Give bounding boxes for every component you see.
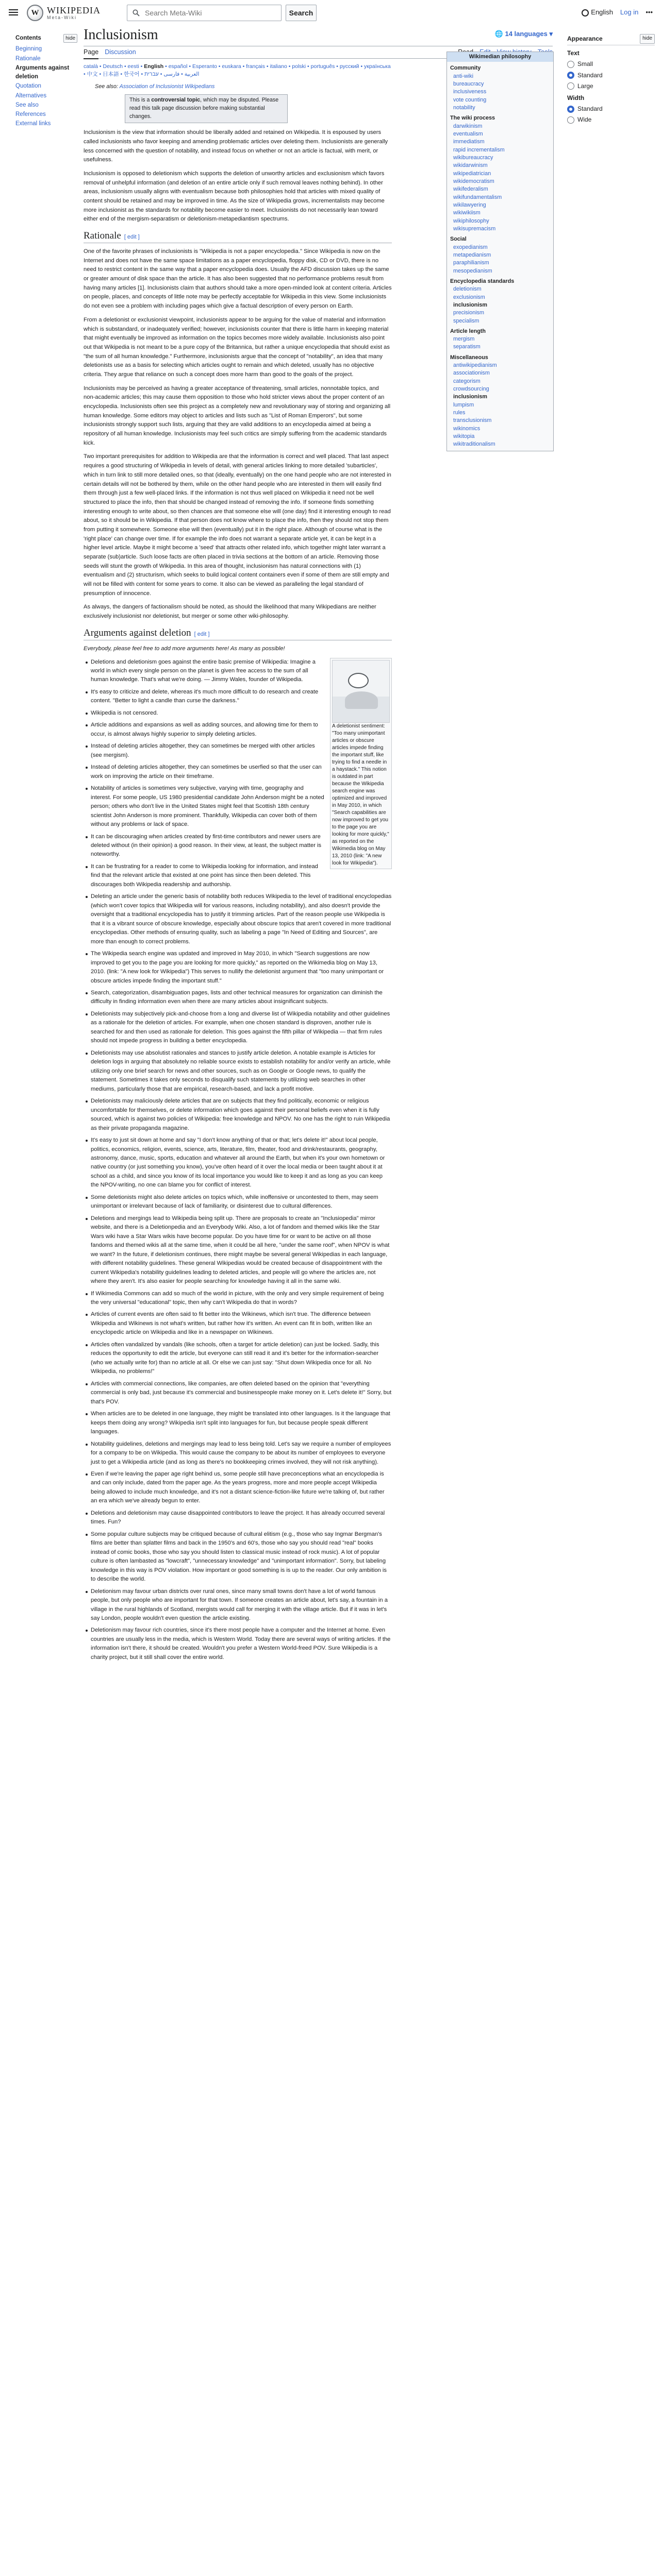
title-bar [84, 26, 553, 46]
hatnote-link[interactable]: Association of Inclusionist Wikipedians [119, 83, 215, 90]
navbox-item[interactable]: transclusionism [453, 417, 492, 424]
list-item: Deletionists may use absolutist rationales and stances to justify article deletion. A notable example is Articles for deletion logs in arguing that absolutely no reliable source exists to establish notability for and/or verify an article, while utilizing only one brief search for news and other sources, such as on Google or Google news, to qualify the statement. Sometimes it takes only seconds to disqualify such statements by utilizing web searches in other mediums, particularly those that are empirical, research-based, and lack a profit motive. [91, 1049, 392, 1094]
navbox-item[interactable]: exclusionism [453, 294, 485, 300]
section-heading-rationale: Rationale [ edit ] [84, 230, 392, 243]
list-item: Deletionism may favour rich countries, since it's there most people have a computer and the Internet at home. Even countries are usually less in the media, which is Western World. Today there are several ways of writing articles. If the information isn't there, it should be created. Wouldn't you prefer a Western World-freed POV. Sure Wikipedia is a charity project, but it still shall cover the entire world. [91, 1626, 392, 1662]
navbox-item[interactable]: exopedianism [453, 244, 488, 250]
list-item: It's easy to criticize and delete, whereas it's much more difficult to do research and create content. "Better to light a candle than curse the darkness." [91, 688, 392, 706]
article-body [84, 63, 392, 1665]
width-standard[interactable]: Standard [567, 104, 655, 114]
rationale-paragraph: One of the favorite phrases of inclusionists is "Wikipedia is not a paper encyclopedia." Since Wikipedia is now on the Internet and does not have the same space limitations as a paper encyclopedia, floppy disk, CD or DVD, there is no need to restrict content in the same way that a paper encyclopedia does. Usually the AFD discussion takes up the same or greater amount of disk space than the article. It has also been suggested that no performance problems result from having many articles [1]. Inclusionists claim that authors should take a more open-minded look at content criteria. Articles on people, places, and concepts of little note may be perfectly acceptable for Wikipedia in this view. Some inclusionists do not even see a problem with including pages which give a factual description of every person on Earth. [84, 248, 392, 310]
language-link[interactable]: English [582, 7, 613, 18]
rationale-paragraph: From a deletionist or exclusionist viewpoint, inclusionists appear to be arguing for the value of material and information which is substandard, or inadequately verified; however, inclusionists counter that there is little harm in keeping material that might eventually be improved as information on the topics becomes more widely available. Inclusionists also point out that Wikipedia is not meant to be a pure copy of the Britannica, but rather a unique encyclopedia that should exist as "the sum of all human knowledge." Furthermore, inclusionists argue that the concept of "notability", an idea that many deletionists use as a basis for selecting which articles ought to remain and which deleted, usually has no objective criteria. They argue that reliance on such a concept does more harm than good to the goals of the project. [84, 316, 390, 378]
site-logo[interactable] [27, 5, 101, 21]
appearance-panel [567, 34, 655, 126]
navbox-item[interactable]: precisionism [453, 310, 484, 316]
tab-discussion[interactable]: Discussion [105, 48, 136, 56]
navbox-item[interactable]: wikibureaucracy [453, 154, 493, 161]
intro-paragraph: Inclusionism is opposed to deletionism which supports the deletion of unworthy articles and exclusionism which favors removal of unhelpful information (and deletion of an entire article only if such removal leaves nothing behind). In other areas, inclusionism usually aligns with eventualism because both philosophies hold that articles with mixed quality of content should be retained and may be improved in time. As the size of Wikipedia grows, incrementalists may become more inclusionist as the standards for notability become easier to meet. Inclusionists do not necessarily lean toward either end of the mergism-separatism or deletionism-metapediantism spectrums. [84, 170, 385, 223]
list-item: Articles with commercial connections, like companies, are often deleted based on the opinion that "everything commercial is only bad, just because it's commercial and businesspeople make money on it. Let's delete it!" Sorry, but that's POV. [91, 1380, 392, 1406]
navbox-item[interactable]: lumpism [453, 401, 474, 408]
toc-item-external-links[interactable]: External links [15, 121, 51, 127]
navbox-section-heading: Article length [450, 328, 486, 334]
list-item: If Wikimedia Commons can add so much of the world in picture, with the only and very simple requirement of being the very universal "educational" topic, then why can't Wikipedia do that in words? [91, 1290, 392, 1308]
list-item: Deletions and deletionism goes against the entire basic premise of Wikipedia: Imagine a world in which every single person on the planet is given free access to the sum of all human knowledge. That's what we're doing. — Jimmy Wales, founder of Wikipedia. [91, 658, 392, 685]
navbox-item[interactable]: immediatism [453, 139, 485, 145]
navbox-section-heading: Social [450, 236, 467, 243]
width-wide[interactable]: Wide [567, 115, 655, 125]
list-item: Deletionists may maliciously delete articles that are on subjects that they find politically, economic or religious uncomfortable for themselves, or delete information which goes against their personal beliefs even when it is fully sourced, which is against two policies of Wikipedia: free knowledge and NPOV. No one has the right to ruin Wikipedia as their private propaganda magazine. [91, 1097, 392, 1133]
section-heading-arguments: Arguments against deletion [ edit ] [84, 628, 392, 640]
navbox-item[interactable]: wikinomics [453, 425, 481, 432]
radio-icon [567, 82, 574, 90]
text-size-large[interactable]: Large [567, 81, 655, 91]
navbox-item[interactable]: wikifundamentalism [453, 194, 502, 200]
navbox-section-heading: Miscellaneous [450, 354, 488, 361]
logo-title: WIKIPEDIA [47, 5, 101, 15]
radio-icon [567, 116, 574, 124]
language-bar[interactable]: català • Deutsch • eesti • English • español • Esperanto • euskara • français • italiano • polski • português • русский • українська • 中文 • 日本語 • 한국어 • العربية • فارسی • עברית [84, 63, 391, 78]
text-size-small[interactable]: Small [567, 59, 655, 69]
toc-item-references[interactable]: References [15, 111, 46, 117]
section-note: Everybody, please feel free to add more arguments here! As many as possible! [84, 645, 285, 652]
language-icon [582, 9, 589, 16]
list-item: Some popular culture subjects may be critiqued because of cultural elitism (e.g., those who say Ingmar Bergman's films are better than splatter films and back in the 1950's and 60's, those who say you should read "real" books instead of comic books, those who say you should listen to classical music instead of rock music). A lot of popular culture is often lambasted as "lowcraft", "unnecessary knowledge" and "unimportant information". Sorry, but labeling knowledge in this way is POV violation. How important or good something is is up to the reader. Our only ambition is to describe the world. [91, 1530, 392, 1584]
navbox-item[interactable]: mesopedianism [453, 267, 492, 274]
intro-paragraph: Inclusionism is the view that information should be liberally added and retained on Wikipedia. It is espoused by users called inclusionists who favor keeping and amending problematic articles over deleting them. Inclusionists are generally less concerned with the question of notability, and instead focus on whether or not an article is factual, with merit, or usefulness. [84, 129, 388, 163]
navbox-item[interactable]: specialism [453, 317, 479, 324]
navbox-item[interactable]: wikitopia [453, 433, 475, 440]
rationale-paragraph: Two important prerequisites for addition to Wikipedia are that the information is correct and well placed. That last aspect requires a good structuring of Wikipedia in levels of detail, with general articles linking to more detailed 'subarticles', which in turn link to still more detailed ones, so that (ideally, eventually) on the one hand people who are not interested in certain details will not be bothered by them, while on the other hand people who are interested in them will easily find them through just a few well-placed links. If the information is not thus well placed on Wikipedia it need not be well structured to place the info, then that should be changed instead of removing the info. If someone finds something interesting enough to write about, so then chances are that someone else will (one day) find it interesting enough to read about, so it should be in Wikipedia. If that person does not know where to place the info, then they should not stop them from putting it somewhere. Someone else will then (eventually) put it in the right place. Although of course what is the 'right place' can change over time. If for example the info does not warrant a separate article yet, it can be kept in a higher level article. Maybe it might become a 'seed' that attracts other related info, which together might later warrant a separate (sub)article. Such loose facts are often placed in trivia sections at the bottom of an article. Removing those seeds will stunt the growth of Wikipedia. In this area of thought, inclusionism has natural connections with (1) eventualism and (2) structurism, which seeks to build logical content containers even if some of them are still empty and will not be filled with content for some years to come. It also can be viewed as paralleling the legal standard of presumption of innocence. [84, 453, 391, 597]
navbox-title[interactable]: Wikimedian philosophy [447, 52, 553, 62]
toc-item-arguments-against-deletion[interactable]: Arguments against deletion [15, 64, 70, 80]
toc-item-rationale[interactable]: Rationale [15, 55, 41, 62]
arguments-list [84, 658, 392, 1663]
navbox-item[interactable]: wikipediatrician [453, 170, 491, 177]
list-item: Some deletionists might also delete articles on topics which, while inoffensive or uncontested to them, may seem unimportant or irrelevant because of lack of familiarity, or disinterest due to cultural differences. [91, 1193, 392, 1211]
navbox-item[interactable]: inclusionism [453, 394, 487, 400]
list-item: Articles often vandalized by vandals (like schools, often a target for article deletion) can just be locked. Sadly, this reduces the opportunity to edit the article, but everyone can still read it and it's better for the information-searcher (who we actually write for) than no article at all. Or else we can just say: "Shut down Wikipedia once for all. No Wikipedia, no problems!" [91, 1341, 392, 1377]
list-item: Deletions and deletionism may cause disappointed contributors to leave the project. It has already occurred several times. Fun? [91, 1509, 392, 1527]
navbox-item[interactable]: wikitraditionalism [453, 441, 495, 448]
navbox-item[interactable]: bureaucracy [453, 80, 484, 87]
navbox-item[interactable]: wikiwikiism [453, 210, 481, 216]
list-item: It can be discouraging when articles created by first-time contributors and newer users are deleted without (in their opinion) a good reason. In their view, at least, the subject matter is noteworthy. [91, 833, 392, 859]
main-menu-icon[interactable] [7, 6, 20, 19]
navbox-item[interactable]: crowdsourcing [453, 386, 489, 393]
more-menu-icon[interactable]: ••• [646, 8, 653, 16]
navbox-item[interactable]: wikidemocratism [453, 178, 494, 184]
navbox-item[interactable]: wikidarwinism [453, 162, 488, 169]
navbox-item[interactable]: wikisupremacism [453, 225, 496, 232]
list-item: Search, categorization, disambiguation pages, lists and other technical measures for organization can diminish the difficulty in finding information even when there are many articles about insignificant subjects. [91, 989, 392, 1007]
site-header [0, 0, 662, 26]
navbox-section-heading: Community [450, 65, 481, 72]
navbox-item[interactable]: mergism [453, 336, 475, 343]
radio-icon [567, 106, 574, 113]
text-size-standard[interactable]: Standard [567, 71, 655, 80]
rationale-paragraph: As always, the dangers of factionalism should be noted, as should the likelihood that many Wikipedians are neither exclusively inclusionist nor deletionist, but merger or some other wiki-philosophy. [84, 604, 376, 620]
search-button[interactable]: Search [286, 5, 317, 21]
page-title: Inclusionism [84, 27, 158, 43]
navbox-item[interactable]: anti-wiki [453, 73, 473, 79]
list-item: Wikipedia is not censored. [91, 709, 392, 718]
sidebar-right [446, 52, 554, 451]
list-item: Deletionists may subjectively pick-and-choose from a long and diverse list of Wikipedia notability and other guidelines as a rationale for the deletion of articles. For example, when one chosen standard is disproven, another rule is searched for and then used as rationale for deletion. This goes against the fifth pillar of Wikipedia — that firm rules should not impede progress in building a better encyclopedia. [91, 1010, 392, 1046]
navbox-section-heading: Encyclopedia standards [450, 278, 515, 284]
list-item: Article additions and expansions as well as adding sources, and allowing time for them to occur, is almost always highly superior to simply deleting articles. [91, 721, 392, 739]
toc-item-beginning[interactable]: Beginning [15, 46, 42, 53]
toc-hide-button[interactable]: hide [63, 34, 77, 43]
languages-button[interactable]: 🌐 14 languages ▾ [494, 30, 553, 38]
width-label: Width [567, 94, 585, 101]
text-size-label: Text [567, 49, 580, 57]
toc-item-alternatives[interactable]: Alternatives [15, 92, 47, 99]
navbox-item[interactable]: wikilawyering [453, 201, 486, 208]
navbox-item[interactable]: rapid incrementalism [453, 146, 505, 153]
navbox-item[interactable]: wikifederalism [453, 186, 488, 193]
edit-section-link[interactable]: [ edit ] [124, 234, 140, 241]
list-item: Deletionism may favour urban districts over rural ones, since many small towns don't have a lot of world famous people, but only people who are important for that town. If someone creates an article about, let's say, a fountain in a village in the rural highlands of Scotland, mergists would call for merging it with the village article. But if it was in let's say London, people wouldn't even question the article existing. [91, 1587, 392, 1623]
list-item: Articles of current events are often said to fit better into the Wikinews, which isn't true. The difference between Wikipedia and Wikinews is not what's written, but rather how it's written. An event can fit in both, written like an encyclopedic article on Wikipedia and like in a newspaper on Wikinews. [91, 1310, 392, 1337]
radio-icon [567, 72, 574, 79]
login-link[interactable]: Log in [620, 8, 639, 16]
search-icon [133, 9, 140, 16]
rationale-paragraph: Inclusionists may be perceived as having a greater acceptance of threatening, small articles, nonnotable topics, and non-academic articles; this may cause them opposition to those who hold stricter views about the proper content of an encyclopedia. Inclusionists often see this project as a completely new and revolutionary way of storing and organizing all human knowledge. Some editors may object to articles and lists such as "List of Roman Emperors", but some inclusionists strongly support such lists, arguing that they are valid additions to an encyclopedia aimed at being a repository of all human knowledge. Inclusionists may feel such critics are simply suffering from the academic standards kick. [84, 385, 391, 446]
hatnote: See also: Association of Inclusionist Wikipedians [95, 83, 215, 90]
toc-item-see-also[interactable]: See also [15, 101, 39, 108]
appearance-hide-button[interactable]: hide [640, 34, 655, 44]
list-item: It's easy to just sit down at home and say "I don't know anything of that or that; let's delete it!" about local people, politics, economics, religion, events, science, arts, literature, film, theater, food and drink/restaurants, geography, astronomy, dance, music, sports, education and whatever all around the Earth, but when it's your own hometown or native country (or just something you know), you've often heard of it over the local media or been taught about it at school as a child, and since you know of its local importance you would like to keep it and as long as you can keep the NPOV-writing, no one can blame you for conflict of interest. [91, 1136, 392, 1190]
navbox-item[interactable]: notability [453, 104, 475, 111]
navbox-item[interactable]: metapedianism [453, 251, 491, 258]
navbox-item[interactable]: antiwikipedianism [453, 362, 497, 369]
tab-page[interactable]: Page [84, 47, 98, 59]
list-item: Even if we're leaving the paper age right behind us, some people still have preconceptions what an encyclopedia is and can only include, dated from the paper age. As the years progress, more and more people accept Wikipedia being allowed to include much knowledge, and it's not a distant science-fiction-like future we're talking of, but rather an era which we've already begun to enter. [91, 1470, 392, 1506]
list-item: When articles are to be deleted in one language, they might be translated into other languages. Is it the language that keeps them doing any wrong? Wikipedia isn't split into languages for fun, but because people speak different languages. [91, 1410, 392, 1436]
navbox-item[interactable]: associationism [453, 370, 490, 377]
navbox-item[interactable]: separatism [453, 344, 481, 350]
list-item: Notability of articles is sometimes very subjective, varying with time, geography and interest. For some people, US 1980 presidential candidate John Anderson might be a noted person; others who don't live in the United States might feel that Scottish 18th century scientist John Anderson is more prominent. Thankfully, Wikipedia can cover both of them without any problems or lack of space. [91, 784, 392, 829]
logo-subtitle: Meta-Wiki [47, 14, 77, 20]
user-links [582, 7, 653, 18]
navbox-item[interactable]: wikiphilosophy [453, 217, 489, 224]
navbox-item[interactable]: paraphilianism [453, 260, 489, 266]
navbox-item[interactable]: categorism [453, 378, 481, 384]
list-item: The Wikipedia search engine was updated and improved in May 2010, in which "Search suggestions are now improved to get you to the page you are looking for more quickly," as reported on the Wikimedia blog on May 13, 2010. (link: "A new look for Wikipedia") This serves to nullify the deletionist argument that "too many unimportant or obscure articles impede finding the important stuff." [91, 950, 392, 986]
toc-item-quotation[interactable]: Quotation [15, 83, 41, 90]
wiki-globe-icon: W [27, 5, 43, 21]
toc-title: Contents [15, 35, 41, 41]
table-of-contents [15, 34, 77, 129]
controversial-notice: This is a controversial topic, which may be disputed. Please read this talk page discussion before making substantial changes. [125, 94, 288, 123]
philosophy-navbox [446, 52, 554, 451]
appearance-title: Appearance [567, 35, 603, 42]
navbox-item[interactable]: deletionism [453, 286, 482, 293]
list-item: Notability guidelines, deletions and mergings may lead to less being told. Let's say we require a number of employees for a company to be on Wikipedia. This would cause the company to be about its number of employees to everyone just to get a Wikipedia article (and as long as there's no bookkeeping crimes involved, they will not risk anything). [91, 1440, 392, 1467]
search-box [127, 5, 282, 21]
edit-section-link[interactable]: [ edit ] [194, 631, 210, 637]
search-input[interactable] [145, 5, 279, 21]
thumbnail-caption: A deletionist sentiment: "Too many unimportant articles or obscure articles impede finding the important stuff, like trying to find a needle in a haystack." This notion is outdated in part because the Wikipedia search engine was optimized and improved in May 2010, in which "Search capabilities are now improved to get you to the page you are looking for more quickly," as reported on the Wikimedia blog on May 13, 2010 (link: "A new look for Wikipedia"). [332, 723, 389, 866]
navbox-item[interactable]: eventualism [453, 130, 483, 137]
list-item: Deletions and mergings lead to Wikipedia being split up. There are proposals to create an "Inclusiopedia" mirror website, and there is a Deletionpedia and an Everybody Wiki. Also, a lot of fandom and themed wikis like the Star Wars wiki have a Star Wars wikis have become popular. Do you have time for or want to be active on all those fandoms and themed wikis all at the same time, when it could be all here, "under the same roof", when NPOV is what we want? In the future, if deletionism continues, there might maybe be several general Wikipedias in each language, with different notability guidelines. These general Wikipedias would be created because of disappointment with the current Wikipedia's notability guidelines leading to deleted articles, and people will go where the articles are, not where they aren't. It's also easier for people searching for knowledge having it all in the same wiki. [91, 1214, 392, 1286]
navbox-item[interactable]: inclusionism [453, 301, 487, 308]
navbox-item[interactable]: inclusiveness [453, 89, 487, 95]
list-item: It can be frustrating for a reader to come to Wikipedia looking for information, and instead find that the relevant article that existed at one point has since then been deleted. This discourages both Wikipedia readership and authorship. [91, 862, 392, 889]
list-item: Instead of deleting articles altogether, they can sometimes be merged with other articles (see mergism). [91, 742, 392, 760]
navbox-item[interactable]: vote counting [453, 96, 487, 103]
radio-icon [567, 61, 574, 68]
navbox-section-heading: The wiki process [450, 115, 495, 122]
list-item: Deleting an article under the generic basis of notability both reduces Wikipedia to the level of traditional encyclopedias (which won't cover topics that Wikipedia will for various reasons, including notability), and also doesn't provide the oversight that a traditional encyclopedia has to justify it trimming articles. Part of the reason people use Wikipedia is that it is a vibrant source of obscure knowledge, especially about obscure topics that aren't covered in more traditional encyclopedias. Other methods of ensuring quality, such as labeling a page "In Need of Editing and Sources", are more than enough to correct problems. [91, 892, 392, 946]
navbox-item[interactable]: darwikinism [453, 123, 483, 129]
navbox-item[interactable]: rules [453, 410, 466, 416]
list-item: Instead of deleting articles altogether, they can sometimes be userfied so that the user can work on improving the article on their timeframe. [91, 763, 392, 781]
